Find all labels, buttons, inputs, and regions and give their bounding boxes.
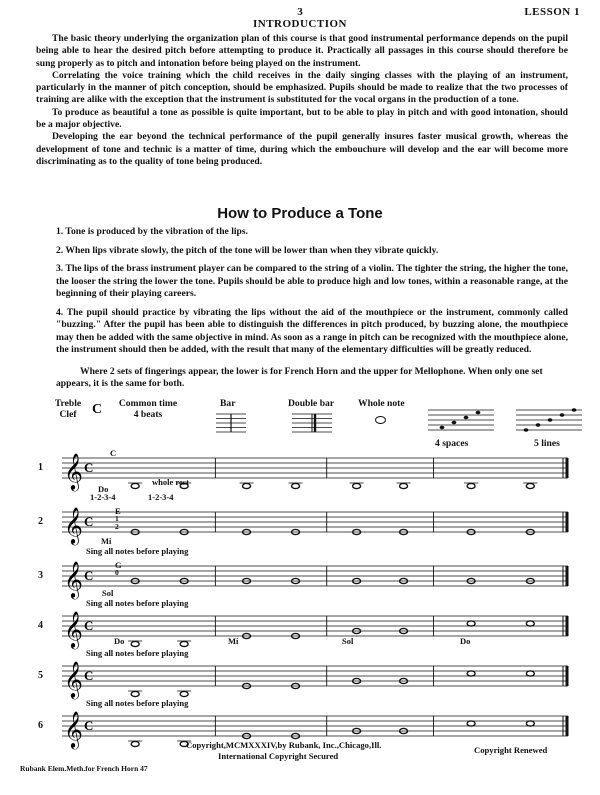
treble-clef-icon: 𝄞 <box>64 610 83 648</box>
staff-number-1: 1 <box>38 462 43 473</box>
row4-syllable-sol: Sol <box>342 636 354 646</box>
whole-note <box>467 721 475 726</box>
legend-four-beats: 4 beats <box>133 409 163 420</box>
legend-spaces-staff <box>428 404 494 434</box>
page-number: 3 <box>297 6 303 18</box>
staff-4 <box>62 604 572 648</box>
intro-paragraph-2: Correlating the voice training which the child receives in the daily singing classes with the playing of an instrument, particularly in the manner of pitch conception, should be emphasized. Pupils should be made to realize that the two processes of training are alike with the exception that the instrument is substituted for the vocal organs in the production of a tone. <box>36 69 568 106</box>
common-time-icon: C <box>84 668 94 683</box>
step-3: 3. The lips of the brass instrument player can be compared to the string of a violin. The tighter the string, the higher the tone, the looser the string the lower the tone. Pupils should be able to produce high and low tones, within a reasonable range, at the beginning of their playing careers. <box>56 263 568 299</box>
treble-clef-icon: 𝄞 <box>64 660 83 698</box>
row6-sing-text: Sing all notes before playing <box>86 698 189 708</box>
common-time-icon: C <box>84 618 94 633</box>
row3-fingering-1: 0 <box>115 568 119 577</box>
whole-note <box>526 483 534 488</box>
legend-bar-symbol <box>216 412 246 434</box>
common-time-icon: C <box>84 718 94 733</box>
staff-number-4: 4 <box>38 620 43 631</box>
whole-note <box>131 483 139 488</box>
row2-mi-label: Mi <box>101 536 112 546</box>
international-copyright: International Copyright Secured <box>218 751 339 761</box>
row2-fingering-2: 2 <box>115 522 119 531</box>
whole-note <box>467 621 475 626</box>
whole-note <box>180 641 188 646</box>
staff-number-6: 6 <box>38 720 43 731</box>
row2-sing-text: Sing all notes before playing <box>86 546 189 556</box>
row3-sol-label: Sol <box>102 588 114 598</box>
intro-paragraph-3: To produce as beautiful a tone as possible is quite important, but to be able to play in pitch and with good intonation, should be a major objective. <box>36 106 568 131</box>
whole-note <box>467 483 475 488</box>
whole-note <box>131 641 139 646</box>
section-title: How to Produce a Tone <box>217 205 383 222</box>
intro-text <box>36 33 568 168</box>
lesson-label: LESSON 1 <box>524 6 580 18</box>
staff-number-3: 3 <box>38 570 43 581</box>
step-1: 1. Tone is produced by the vibration of the lips. <box>56 226 249 237</box>
staff-3 <box>62 554 572 598</box>
row5-sing-text: Sing all notes before playing <box>86 648 189 658</box>
legend-common-time: Common time <box>118 398 178 409</box>
row2-fingering-1: 1 <box>115 514 119 523</box>
legend-whole-note: Whole note <box>358 398 405 409</box>
row4-syllable-mi: Mi <box>228 636 239 646</box>
whole-note <box>400 483 408 488</box>
legend-bar: Bar <box>220 398 236 409</box>
whole-note <box>526 721 534 726</box>
treble-clef-icon: 𝄞 <box>64 452 83 490</box>
step-2: 2. When lips vibrate slowly, the pitch of the tone will be lower than when they vibrate quickly. <box>56 244 439 256</box>
step-4: 4. The pupil should practice by vibrating the lips without the aid of the mouthpiece or the instrument, commonly called "buzzing." After the pupil has been able to distinguish the differences in pitch produced, by buzzing alone, the mouthpiece may then be added with the same objective in mind. As soon as a range in pitch can be recognized with the mouthpiece alone, the instrument should then be added, with the result that many of the elementary difficulties will be greatly reduced. <box>56 306 568 355</box>
staff-number-2: 2 <box>38 516 43 527</box>
legend-double-bar: Double bar <box>288 398 335 409</box>
fingering-note <box>56 366 568 391</box>
whole-note <box>292 483 300 488</box>
row4-sing-text: Sing all notes before playing <box>86 598 189 608</box>
row4-syllable-do2: Do <box>460 636 471 646</box>
whole-note <box>131 691 139 696</box>
instruction-steps <box>56 226 568 363</box>
book-title-footer: Rubank Elem.Meth.for French Horn 47 <box>20 764 148 773</box>
row1-do-label: Do <box>98 484 109 494</box>
staff-5 <box>62 654 572 698</box>
whole-note <box>131 741 139 746</box>
row1-fingering-b: 1-2-3-4 <box>148 492 174 502</box>
row1-top-label: C <box>110 448 117 458</box>
common-time-icon: C <box>84 514 94 529</box>
row1-rest-label: whole rest <box>152 477 189 487</box>
staff-2 <box>62 500 572 544</box>
fingering-note-text: Where 2 sets of fingerings appear, the lower is for French Horn and the upper for Mellophone. When only one set appears, it is the same for both. <box>56 366 543 390</box>
intro-heading: INTRODUCTION <box>252 18 347 30</box>
whole-note <box>243 483 251 488</box>
legend-five-lines: 5 lines <box>534 438 560 449</box>
intro-paragraph-1: The basic theory underlying the organization plan of this course is that good instrumental performance depends on the pupil being able to hear the desired pitch before attempting to produce it. Practically all passages in this course should therefore be sung properly as to pitch and intonation before being played on the instrument. <box>36 33 568 69</box>
row4-syllable-do: Do <box>114 636 125 646</box>
common-time-icon: C <box>84 460 94 475</box>
intro-paragraph-4: Developing the ear beyond the technical performance of the pupil generally insures faster musical growth, whereas the development of tone and technic is a matter of time, during which the embouchure will develop and the ear will become more discriminating as to the quality of tone being produced. <box>36 131 568 167</box>
legend-four-spaces: 4 spaces <box>435 438 469 449</box>
row3-top-label: G <box>115 560 122 570</box>
whole-note <box>526 621 534 626</box>
treble-clef-icon: 𝄞 <box>64 710 83 748</box>
row2-top-label: E <box>115 506 121 516</box>
legend-lines-staff <box>516 404 582 434</box>
legend-c-symbol: C <box>92 402 103 417</box>
legend-clef: Clef <box>59 409 77 420</box>
staff-1 <box>62 446 572 490</box>
treble-clef-icon: 𝄞 <box>64 506 83 544</box>
common-time-icon: C <box>84 568 94 583</box>
whole-note <box>526 671 534 676</box>
whole-note <box>180 691 188 696</box>
row1-fingering-a: 1-2-3-4 <box>90 492 116 502</box>
legend-double-bar-symbol <box>292 412 332 434</box>
whole-note-icon <box>375 416 386 424</box>
copyright-renewed: Copyright Renewed <box>474 745 548 755</box>
whole-note <box>353 483 361 488</box>
copyright-line: Copyright,MCMXXXIV,by Rubank, Inc.,Chicago,Ill. <box>186 740 382 750</box>
whole-note <box>467 671 475 676</box>
treble-clef-icon: 𝄞 <box>64 560 83 598</box>
legend-treble: Treble <box>54 398 82 409</box>
staff-number-5: 5 <box>38 670 43 681</box>
